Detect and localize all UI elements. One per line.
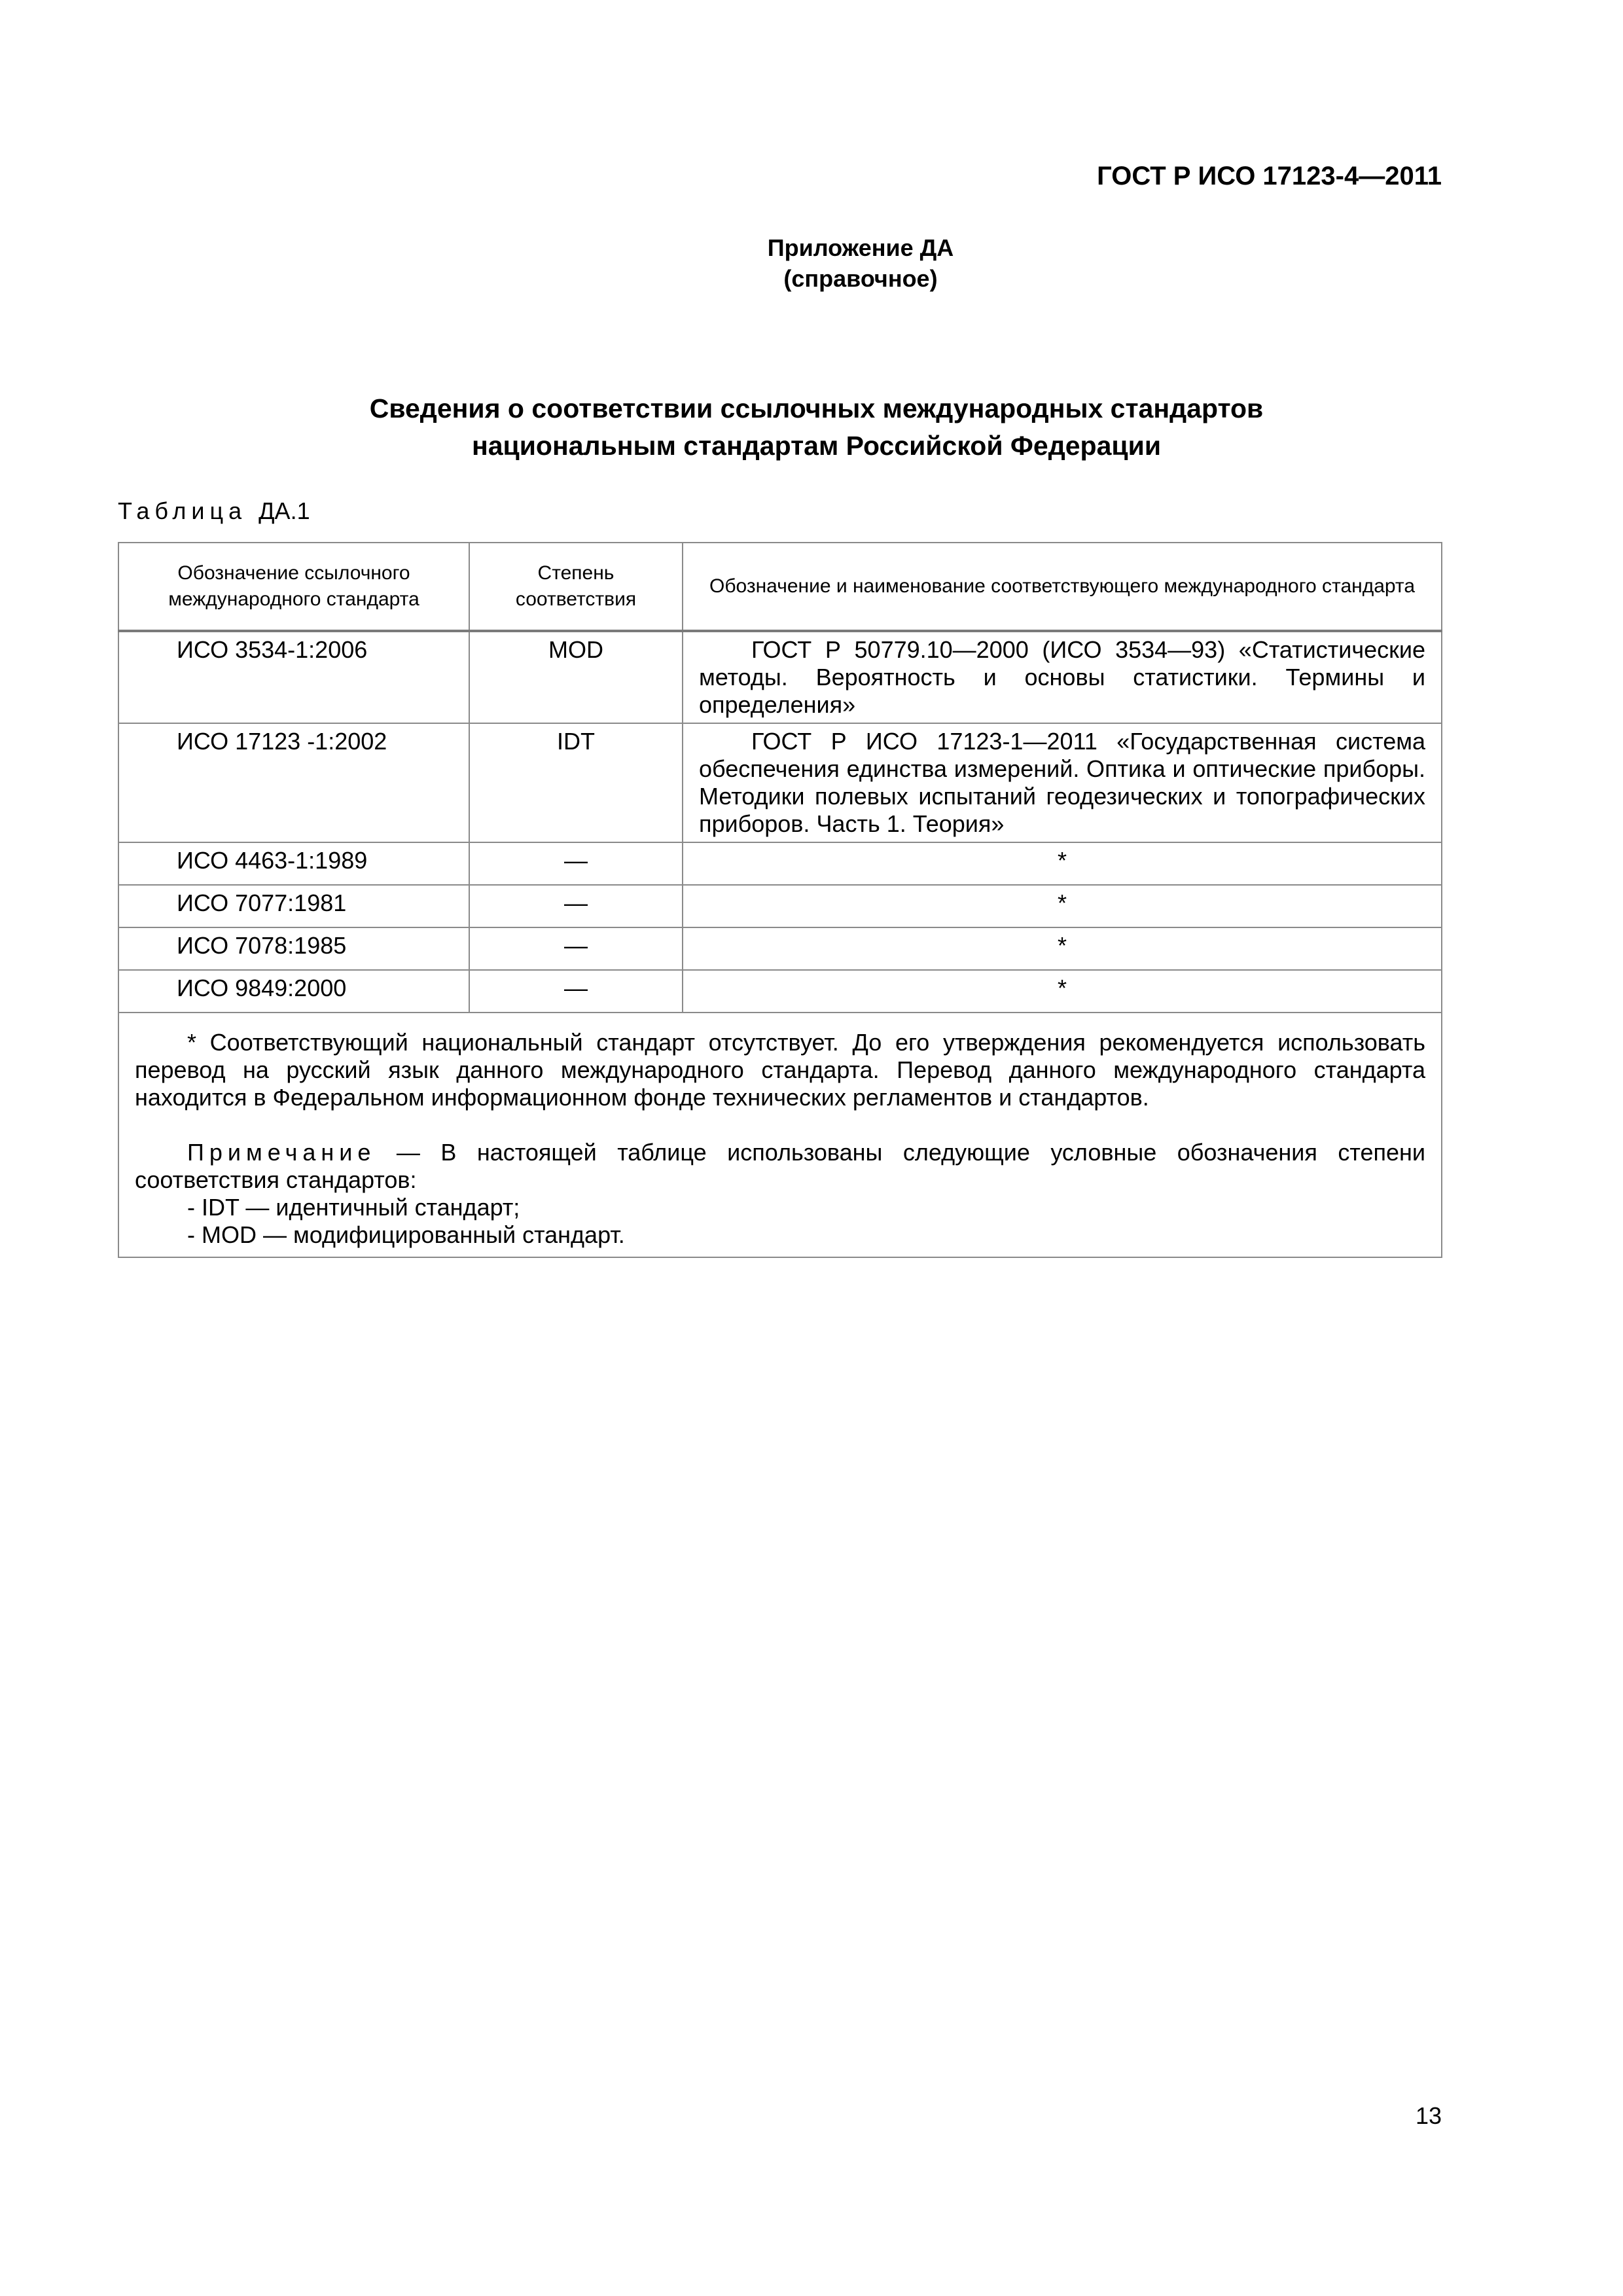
degree-value: — (469, 927, 683, 970)
section-title-line2: национальным стандартам Российской Федерации (471, 430, 1162, 461)
section-title (0, 390, 1623, 464)
national-standard-title: ГОСТ Р 50779.10—2000 (ИСО 3534—93) «Статистические методы. Вероятность и основы статистики. Термины и определения» (683, 631, 1442, 723)
degree-value: — (469, 842, 683, 885)
standard-code: ИСО 17123 -1:2002 (118, 723, 469, 842)
table-row (118, 723, 1442, 842)
national-standard-title: * (683, 927, 1442, 970)
table-note (135, 1139, 1425, 1194)
document-id: ГОСТ Р ИСО 17123-4—2011 (1097, 162, 1442, 190)
table-row (118, 885, 1442, 927)
standard-code: ИСО 7078:1985 (118, 927, 469, 970)
table-notes (118, 1013, 1442, 1257)
table-header-row (118, 543, 1442, 631)
degree-value: IDT (469, 723, 683, 842)
page-number: 13 (1415, 2102, 1442, 2129)
national-standard-title: * (683, 885, 1442, 927)
standard-code: ИСО 9849:2000 (118, 970, 469, 1013)
standard-code: ИСО 4463-1:1989 (118, 842, 469, 885)
note-item-mod: - MOD — модифицированный стандарт. (187, 1221, 625, 1248)
note-item-idt: - IDT — идентичный стандарт; (187, 1194, 520, 1221)
header-international-standard: Обозначение ссылочного международного стандарта (118, 543, 469, 631)
national-standard-title: * (683, 842, 1442, 885)
appendix-title: Приложение ДА (767, 234, 954, 261)
header-national-standard: Обозначение и наименование соответствующего международного стандарта (683, 543, 1442, 631)
degree-value: MOD (469, 631, 683, 723)
table-row (118, 842, 1442, 885)
appendix-heading (0, 233, 1623, 295)
table-caption-word: Таблица (118, 497, 247, 524)
note-text: — В настоящей таблице использованы следующие условные обозначения степени соответствия стандартов: (135, 1139, 1425, 1193)
header-degree: Степень соответствия (469, 543, 683, 631)
degree-value: — (469, 970, 683, 1013)
national-standard-title: ГОСТ Р ИСО 17123-1—2011 «Государственная система обеспечения единства измерений. Оптика и оптические приборы. Методики полевых испытаний геодезических и топографических приборов. Часть 1. Теория» (683, 723, 1442, 842)
section-title-line1: Сведения о соответствии ссылочных международных стандартов (369, 393, 1264, 423)
table-row (118, 631, 1442, 723)
appendix-subtitle: (справочное) (783, 264, 938, 292)
reference-standards-table (118, 542, 1442, 1258)
table-caption (118, 497, 310, 525)
table-footnote: * Соответствующий национальный стандарт отсутствует. До его утверждения рекомендуется использовать перевод на русский язык данного международного стандарта. Перевод данного международного стандарта находится в Федеральном информационном фонде технических регламентов и стандартов. (135, 1029, 1425, 1111)
standard-code: ИСО 7077:1981 (118, 885, 469, 927)
degree-value: — (469, 885, 683, 927)
table-row (118, 970, 1442, 1013)
standard-code: ИСО 3534-1:2006 (118, 631, 469, 723)
note-label: Примечание (187, 1139, 376, 1166)
table-caption-number: ДА.1 (259, 497, 310, 524)
national-standard-title: * (683, 970, 1442, 1013)
table-row (118, 927, 1442, 970)
table-notes-row (118, 1013, 1442, 1257)
